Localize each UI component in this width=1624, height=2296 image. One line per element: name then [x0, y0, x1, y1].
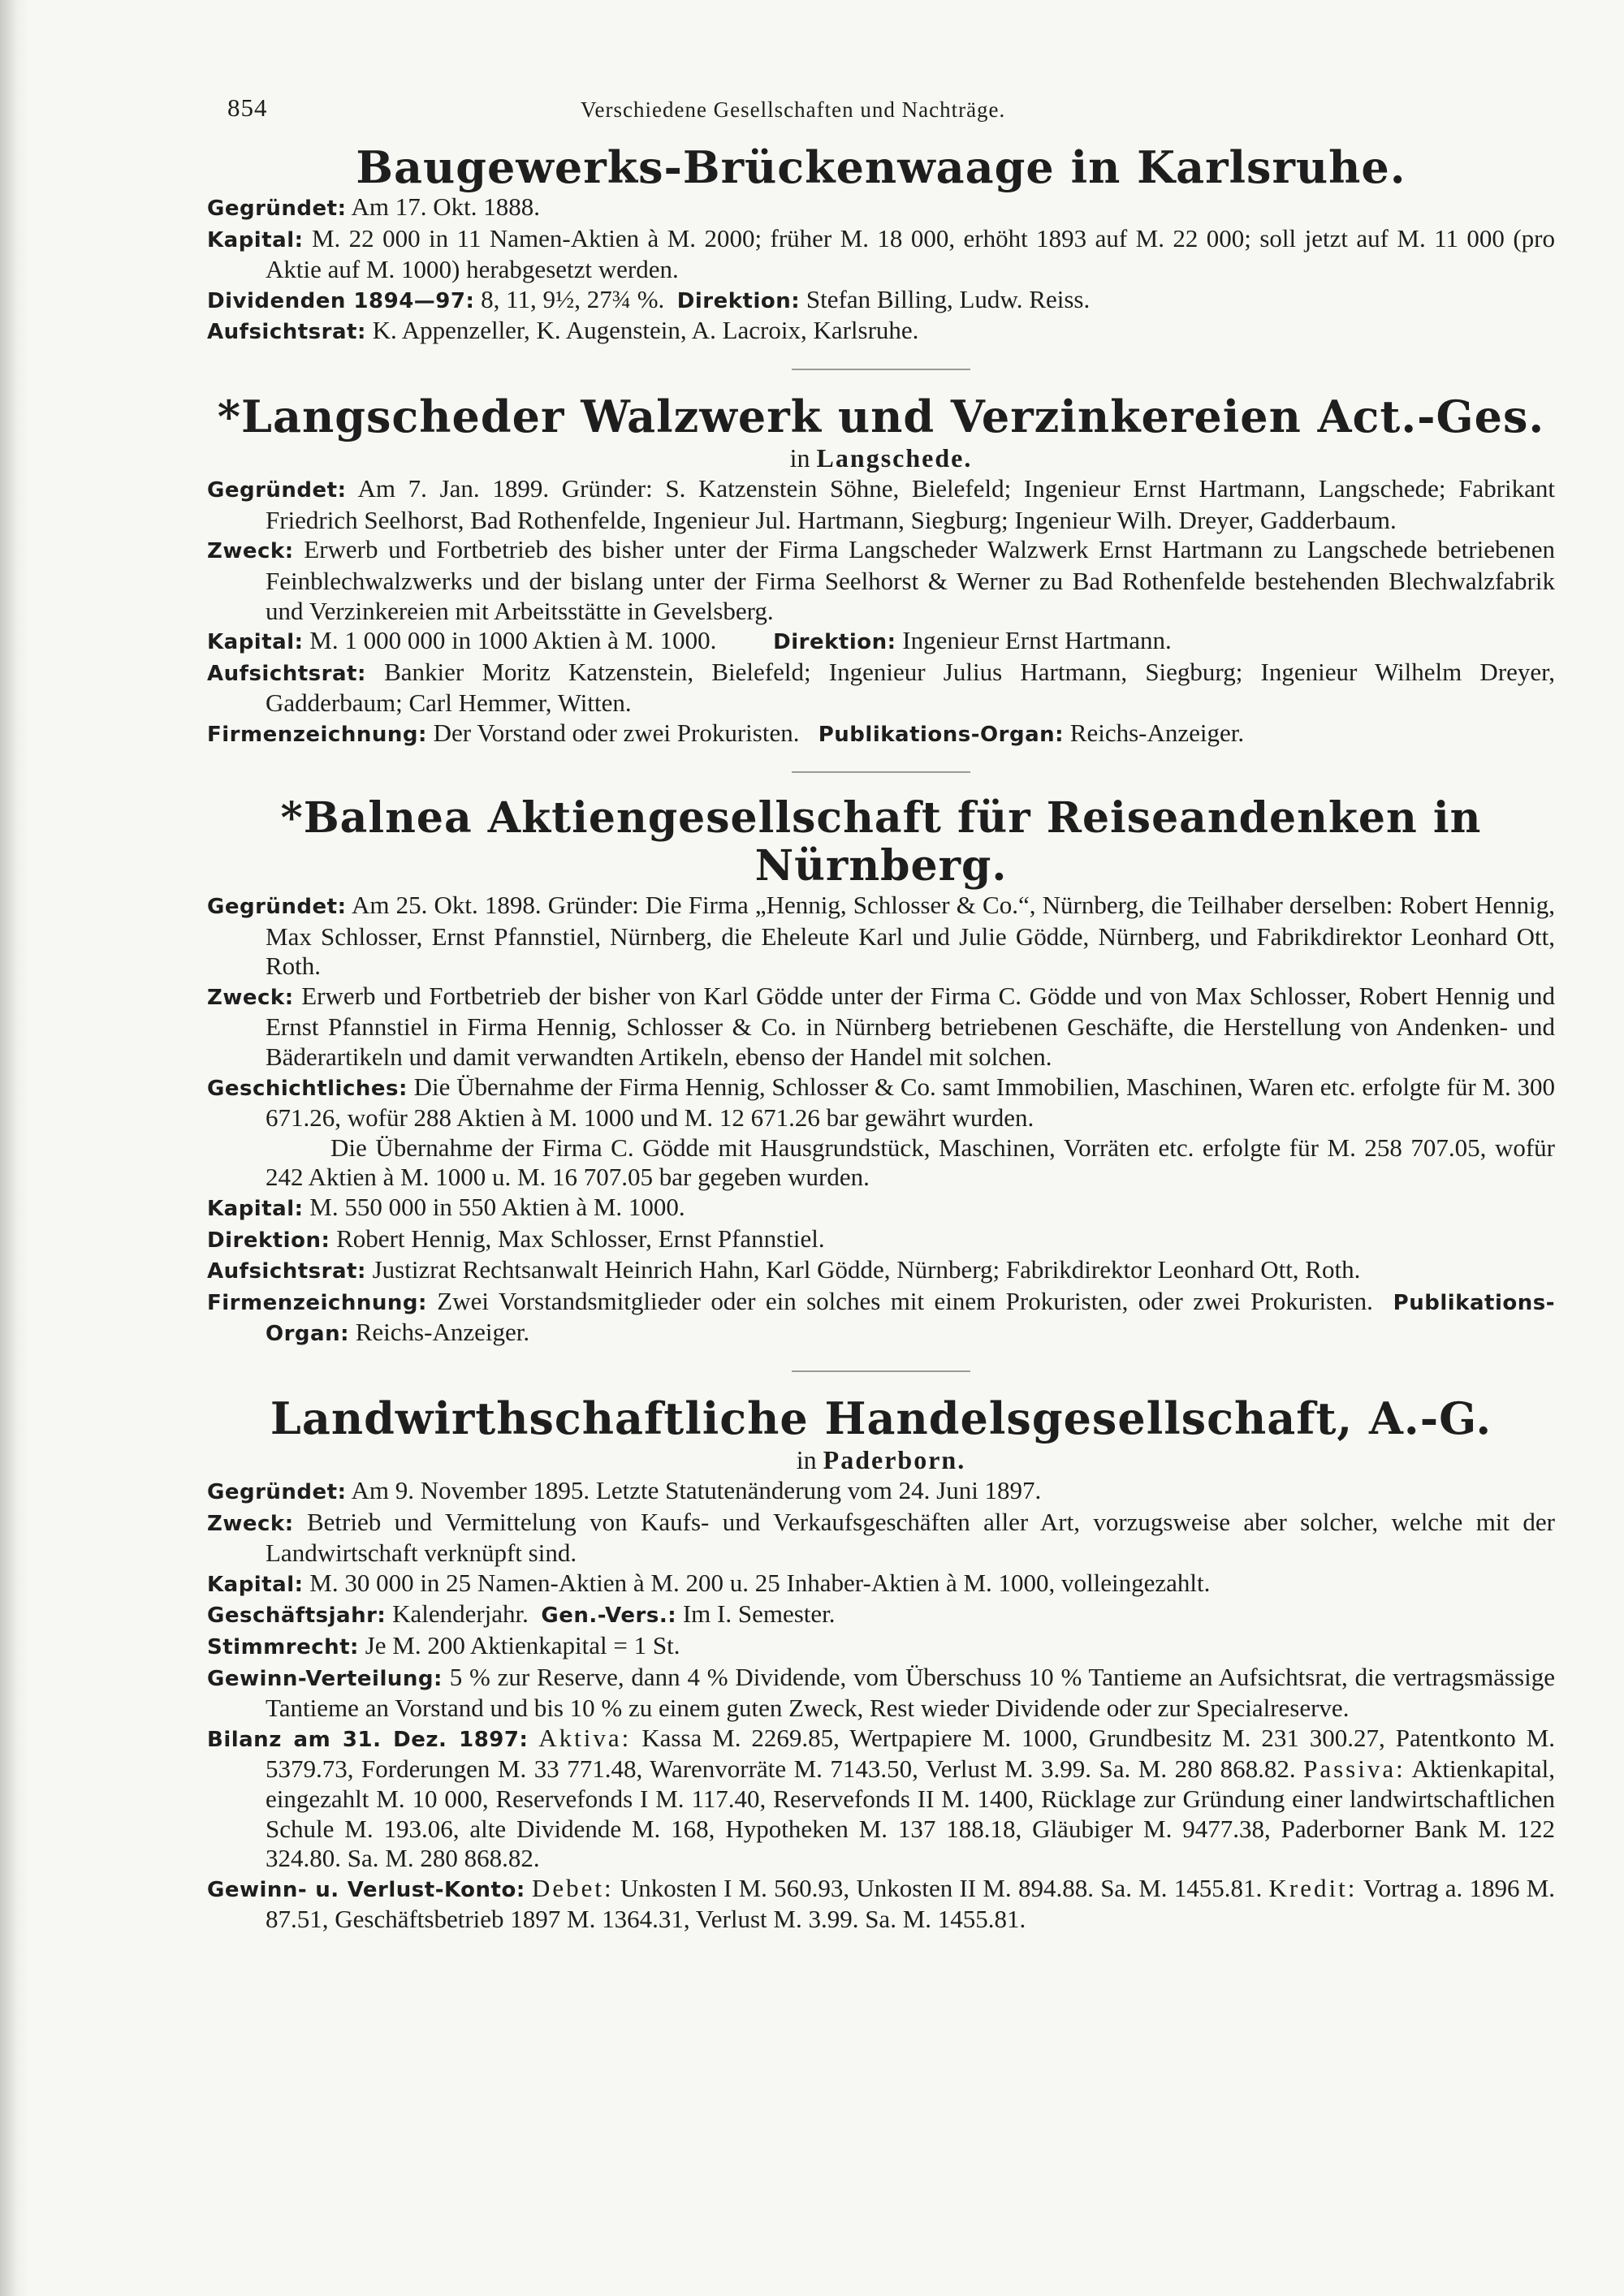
entry-location: in Langschede. [789, 443, 973, 473]
entry-title: *Langscheder Walzwerk und Verzinkereien Act.-Ges. [217, 391, 1545, 443]
entry-landwirthschaftliche [207, 1393, 1555, 1935]
entry-location: in Paderborn. [796, 1445, 966, 1475]
field-kapital: Kapital: M. 1 000 000 in 1000 Aktien à M. 1000. Direktion: Ingenieur Ernst Hartmann. [207, 626, 1172, 655]
page-number: 854 [227, 93, 268, 122]
field-gegruendet: Gegründet: Am 7. Jan. 1899. Gründer: S. Katzenstein Söhne, Bielefeld; Ingenieur Ernst Hartmann, Langschede; Fabrikant Friedrich Seelhorst, Bad Rothenfelde, Ingenieur Jul. Hartmann, Siegburg; Ingenieur Wilh. Dreyer, Gadderbaum. [207, 474, 1556, 534]
entry-langscheder [207, 391, 1555, 749]
field-aufsichtsrat: Aufsichtsrat: Bankier Moritz Katzenstein, Bielefeld; Ingenieur Julius Hartmann, Siegburg; Ingenieur Wilhelm Dreyer, Gadderbaum; Carl Hemmer, Witten. [207, 657, 1555, 718]
field-gegruendet: Gegründet: Am 17. Okt. 1888. [207, 192, 541, 222]
field-gegruendet: Gegründet: Am 9. November 1895. Letzte Statutenänderung vom 24. Juni 1897. [207, 1476, 1042, 1505]
scan-page-edge [0, 0, 29, 2296]
field-bilanz: Bilanz am 31. Dez. 1897: Aktiva: Kassa M. 2269.85, Wertpapiere M. 1000, Grundbesitz M. 231 300.27, Patentkonto M. 5379.73, Forderungen M. 33 771.48, Warenvorräte M. 7143.50, Verlust M. 3.99. Sa. M. 280 868.82. Passiva: Aktienkapital, eingezahlt M. 10 000, Reservefonds I M. 117.40, Reservefonds II M. 1400, Rücklage zur Gründung einer landwirtschaftlichen Schule M. 193.06, alte Dividende M. 168, Hypotheken M. 137 188.18, Gläubiger M. 9477.38, Paderborner Bank M. 122 324.80. Sa. M. 280 868.82. [207, 1723, 1556, 1873]
running-head [207, 93, 1555, 142]
field-geschichtliches-continuation: Die Übernahme der Firma C. Gödde mit Hausgrundstück, Maschinen, Vorräten etc. erfolgte für M. 258 707.05, wofür 242 Aktien à M. 1000 u. M. 16 707.05 bar gegeben wurden. [266, 1133, 1555, 1192]
field-zweck: Zweck: Erwerb und Fortbetrieb der bisher von Karl Gödde unter der Firma C. Gödde und von Max Schlosser, Robert Hennig und Ernst Pfannstiel in Firma Hennig, Schlosser & Co. in Nürnberg betriebenen Geschäfte, die Herstellung von Andenken- und Bäderartikeln und damit verwandten Artikeln, ebenso der Handel mit solchen. [207, 981, 1556, 1072]
field-direktion: Direktion: Robert Hennig, Max Schlosser, Ernst Pfannstiel. [207, 1224, 825, 1253]
field-aufsichtsrat: Aufsichtsrat: K. Appenzeller, K. Augenstein, A. Lacroix, Karlsruhe. [207, 316, 919, 345]
separator-rule [792, 771, 970, 773]
field-kapital: Kapital: M. 30 000 in 25 Namen-Aktien à M. 200 u. 25 Inhaber-Aktien à M. 1000, volleingezahlt. [207, 1568, 1211, 1597]
field-gegruendet: Gegründet: Am 25. Okt. 1898. Gründer: Die Firma „Hennig, Schlosser & Co.“, Nürnberg, die Teilhaber derselben: Robert Hennig, Max Schlosser, Ernst Pfannstiel, Nürnberg, die Eheleute Karl und Julie Gödde, Nürnberg, und Fabrikdirektor Leonhard Ott, Roth. [207, 891, 1555, 981]
entry-title: Landwirthschaftliche Handelsgesellschaft, A.-G. [270, 1392, 1492, 1444]
entry-baugewerks [207, 142, 1555, 347]
entry-title: Baugewerks-Brückenwaage in Karlsruhe. [356, 141, 1406, 193]
field-geschichtliches: Geschichtliches: Die Übernahme der Firma Hennig, Schlosser & Co. samt Immobilien, Maschinen, Waren etc. erfolgte für M. 300 671.26, wofür 288 Aktien à M. 1000 und M. 12 671.26 bar gewährt wurden. [207, 1072, 1556, 1133]
field-zweck: Zweck: Betrieb und Vermittelung von Kaufs- und Verkaufsgeschäften aller Art, vorzugsweise aber solcher, welche mit der Landwirtschaft verknüpft sind. [207, 1507, 1555, 1568]
separator-rule [792, 1370, 970, 1372]
field-geschaeftsjahr: Geschäftsjahr: Kalenderjahr. Gen.-Vers.: Im I. Semester. [207, 1599, 836, 1629]
separator-rule [792, 369, 970, 370]
field-kapital: Kapital: M. 22 000 in 11 Namen-Aktien à M. 2000; früher M. 18 000, erhöht 1893 auf M. 22 000; soll jetzt auf M. 11 000 (pro Aktie auf M. 1000) herabgesetzt werden. [207, 223, 1555, 284]
field-firmenzeichnung: Firmenzeichnung: Der Vorstand oder zwei Prokuristen. Publikations-Organ: Reichs-Anzeiger. [207, 718, 1245, 747]
field-gewinn-verlust-konto: Gewinn- u. Verlust-Konto: Debet: Unkosten I M. 560.93, Unkosten II M. 894.88. Sa. M. 1455.81. Kredit: Vortrag a. 1896 M. 87.51, Geschäftsbetrieb 1897 M. 1364.31, Verlust M. 3.99. Sa. M. 1455.81. [207, 1873, 1556, 1934]
field-kapital: Kapital: M. 550 000 in 550 Aktien à M. 1000. [207, 1193, 685, 1222]
field-aufsichtsrat: Aufsichtsrat: Justizrat Rechtsanwalt Heinrich Hahn, Karl Gödde, Nürnberg; Fabrikdirektor Leonhard Ott, Roth. [207, 1255, 1361, 1284]
document-page [207, 93, 1555, 1956]
field-stimmrecht: Stimmrecht: Je M. 200 Aktienkapital = 1 St. [207, 1631, 680, 1660]
field-zweck: Zweck: Erwerb und Fortbetrieb des bisher unter der Firma Langscheder Walzwerk Ernst Hartmann zu Langschede betriebenen Feinblechwalzwerks und der bislang unter der Firma Seelhorst & Werner zu Bad Rothenfelde bestehenden Blechwalzfabrik und Verzinkereien mit Arbeitsstätte in Gevelsberg. [207, 535, 1555, 625]
field-dividenden: Dividenden 1894—97: 8, 11, 9½, 27¾ %. Direktion: Stefan Billing, Ludw. Reiss. [207, 284, 1091, 313]
running-title: Verschiedene Gesellschaften und Nachträge. [581, 97, 1006, 122]
field-firmenzeichnung: Firmenzeichnung: Zwei Vorstandsmitglieder oder ein solches mit einem Prokuristen, oder zwei Prokuristen. Publikations-Organ: Reichs-Anzeiger. [207, 1286, 1555, 1347]
entry-balnea [207, 794, 1555, 1350]
field-gewinn-verteilung: Gewinn-Verteilung: 5 % zur Reserve, dann 4 % Dividende, vom Überschuss 10 % Tantieme an Aufsichtsrat, die vertragsmässige Tantieme an Vorstand und bis 10 % zu einem guten Zweck, Rest wieder Dividende oder zur Specialreserve. [207, 1662, 1555, 1723]
entry-title: *Balnea Aktiengesellschaft für Reiseandenken in Nürnberg. [280, 792, 1482, 891]
